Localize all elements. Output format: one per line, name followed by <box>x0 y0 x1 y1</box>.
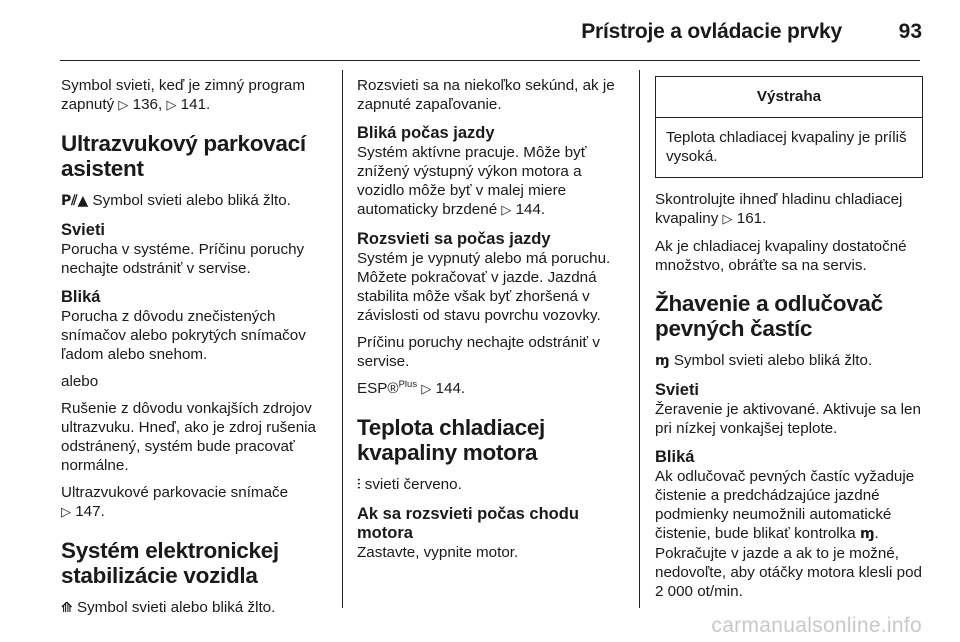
rusenie-text: Rušenie z dôvodu vonkajších zdrojov ultrazvuku. Hneď, ako je zdroj rušenia odstránený, systém bude pracovať normálne. <box>61 400 316 474</box>
watermark-text: carmanualsonline.info <box>711 614 922 637</box>
warning-title: Výstraha <box>656 77 922 118</box>
page-number: 93 <box>898 20 922 43</box>
glow-symbol-text: Symbol svieti alebo bliká žlto. <box>669 352 873 369</box>
blika-glow-sentence-a: Ak odlučovač pevných častíc vyžaduje čistenie a predchádzajúce jazdné podmienky neumožnili automatické čistenie, bude blikať kontrolka <box>655 468 915 542</box>
rozsvieti-jazdy-text: Systém je vypnutý alebo má poruchu. Môžete pokračovať v jazde. Jazdná stabilita môže však byť zhoršená v závislosti od stavu povrchu vozovky. <box>357 250 611 324</box>
xref-link[interactable]: 147. <box>75 503 105 520</box>
coolant-temperature-icon: ⫶ <box>357 477 361 493</box>
glow-symbol-line <box>655 351 923 371</box>
coolant-symbol-text: svieti červeno. <box>360 476 462 493</box>
svieti-glow-text: Žeravenie je aktivované. Aktivuje sa len pri nízkej vonkajšej teplote. <box>655 401 921 437</box>
section-heading-coolant: Teplota chladiacej kvapaliny motora <box>357 415 545 465</box>
esp-icon: ⟰ <box>61 600 73 616</box>
warning-box <box>655 76 923 178</box>
header-rule <box>60 60 920 61</box>
subheading-blika-jazdy: Bliká počas jazdy <box>357 124 495 142</box>
column-3 <box>655 76 923 609</box>
check-coolant-text <box>655 190 923 229</box>
subheading-ak-rozsvieti: Ak sa rozsvieti počas chodu motora <box>357 505 579 542</box>
xref-arrow-icon: ▷ <box>722 212 733 227</box>
priciny-text: Príčinu poruchy nechajte odstrániť v servise. <box>357 334 600 370</box>
parking-assist-icon: P⫽▲ <box>61 193 89 209</box>
xref-link[interactable]: 141. <box>180 96 211 113</box>
blika-glow-text <box>655 467 923 601</box>
coolant-symbol-line <box>357 475 625 495</box>
section-heading-glow: Žhavenie a odlučovač pevných častíc <box>655 291 883 341</box>
alebo-text: alebo <box>61 373 99 390</box>
column-2 <box>357 76 625 570</box>
section-heading-esp: Systém elektronickej stabilizácie vozidla <box>61 538 279 588</box>
esp-plus-line <box>357 379 625 399</box>
check-coolant-sentence: Skontrolujte ihneď hladinu chladiacej kvapaliny <box>655 191 903 227</box>
warning-text: Teplota chladiacej kvapaliny je príliš vysoká. <box>666 129 907 165</box>
ak-text: Zastavte, vypnite motor. <box>357 544 519 561</box>
blika-jazdy-text <box>357 143 625 220</box>
svieti-text: Porucha v systéme. Príčinu poruchy nechajte odstrániť v servise. <box>61 241 305 277</box>
parking-symbol-line <box>61 191 329 211</box>
esp-label: ESP® <box>357 380 399 397</box>
glow-plug-icon: ɱ <box>655 353 670 369</box>
xref-arrow-icon: ▷ <box>61 505 71 520</box>
subheading-blika: Bliká <box>61 288 101 306</box>
column-divider-2 <box>639 70 640 608</box>
running-head <box>0 18 960 48</box>
blika-jazdy-sentence: Systém aktívne pracuje. Môže byť znížený výstupný výkon motora a vozidlo môže byť v malej miere automaticky brzdené <box>357 144 587 218</box>
column-divider-1 <box>342 70 343 608</box>
subheading-blika-glow: Bliká <box>655 448 695 466</box>
page-title: Prístroje a ovládacie prvky <box>581 20 842 43</box>
subheading-svieti: Svieti <box>61 221 106 239</box>
section-heading-parking: Ultrazvukový parkovací asistent <box>61 131 306 181</box>
xref-link[interactable]: 136, <box>132 96 167 113</box>
xref-arrow-icon: ▷ <box>118 98 129 113</box>
sensors-label: Ultrazvukové parkovacie snímače <box>61 484 289 501</box>
column-1 <box>61 76 329 626</box>
parking-symbol-text: Symbol svieti alebo bliká žlto. <box>88 192 291 209</box>
blika-glow-sentence-b: . Pokračujte v jazde a ak to je možné, nedovoľte, aby otáčky motora klesli pod 2 000 ot/min. <box>655 525 922 600</box>
subheading-svieti-glow: Svieti <box>655 381 700 399</box>
xref-link[interactable]: 144. <box>515 201 546 218</box>
sensors-text <box>61 483 329 522</box>
xref-arrow-icon: ▷ <box>166 98 177 113</box>
esp-ignition-text: Rozsvieti sa na niekoľko sekúnd, ak je zapnuté zapaľovanie. <box>357 77 615 113</box>
esp-plus-sup: Plus <box>398 379 418 390</box>
blika-text: Porucha z dôvodu znečistených snímačov alebo pokrytých snímačov ľadom alebo snehom. <box>61 308 306 363</box>
esp-symbol-line <box>61 598 329 618</box>
winter-program-text <box>61 76 329 115</box>
esp-symbol-text: Symbol svieti alebo bliká žlto. <box>72 599 276 616</box>
enough-coolant-text: Ak je chladiacej kvapaliny dostatočné množstvo, obráťte sa na servis. <box>655 238 907 274</box>
xref-arrow-icon: ▷ <box>421 382 432 397</box>
winter-program-sentence: Symbol svieti, keď je zimný program zapnutý <box>61 77 305 113</box>
subheading-rozsvieti-jazdy: Rozsvieti sa počas jazdy <box>357 230 551 248</box>
glow-plug-icon: ɱ <box>859 526 875 542</box>
xref-arrow-icon: ▷ <box>501 203 512 218</box>
xref-link[interactable]: 161. <box>736 210 767 227</box>
xref-link[interactable]: 144. <box>435 380 466 397</box>
